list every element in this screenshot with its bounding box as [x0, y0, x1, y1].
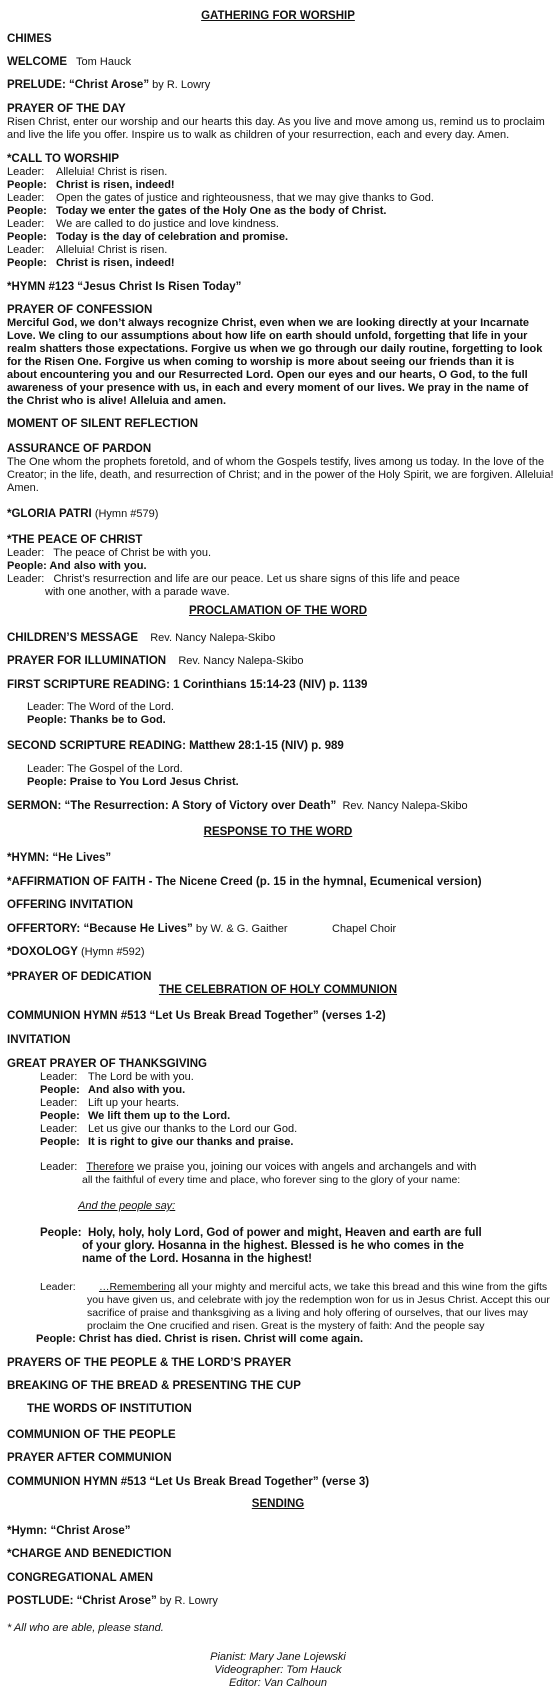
illumination-name: Rev. Nancy Nalepa-Skibo [178, 655, 304, 667]
peace-leader-1-who: Leader: [7, 547, 45, 559]
response-speaker: People: [40, 1084, 80, 1096]
response-text: Christ is risen, indeed! [56, 257, 175, 269]
pardon-heading: ASSURANCE OF PARDON [7, 443, 152, 455]
paragraph-line: about encountering you and our Resurrected Lord. Open our eyes and our hearts, O God, to the full [7, 369, 528, 381]
response-text: Alleluia! Christ is risen. [56, 244, 168, 256]
holy-text-1: Holy, holy, holy Lord, God of power and might, Heaven and earth are full [87, 1227, 482, 1239]
prayers-of-people: PRAYERS OF THE PEOPLE & THE LORD’S PRAYER [7, 1357, 292, 1369]
chimes-heading: CHIMES [7, 33, 52, 45]
response-line [7, 257, 175, 270]
offertory-label: OFFERTORY: “Because He Lives” [7, 923, 193, 935]
response-line [40, 1110, 230, 1123]
childrens-message-label: CHILDREN’S MESSAGE [7, 632, 138, 644]
postlude-line [7, 1595, 218, 1608]
response-speaker: People: [7, 257, 47, 269]
response-text: We are called to do justice and love kindness. [56, 218, 279, 230]
call-to-worship-heading: *CALL TO WORSHIP [7, 153, 120, 165]
response-speaker: Leader: [7, 166, 45, 178]
second-reading-people: People: Praise to You Lord Jesus Christ. [27, 776, 239, 788]
response-text: Alleluia! Christ is risen. [56, 166, 168, 178]
affirmation-of-faith: *AFFIRMATION OF FAITH - The Nicene Creed (p. 15 in the hymnal, Ecumenical version) [7, 876, 482, 888]
remembering-text-1: all your mighty and merciful acts, we take this bread and this wine from the gifts [178, 1281, 548, 1293]
response-speaker: People: [40, 1110, 80, 1122]
first-reading-people: People: Thanks be to God. [27, 714, 166, 726]
peace-leader-2-who: Leader: [7, 573, 45, 585]
stand-note: * All who are able, please stand. [7, 1622, 164, 1634]
holy-text-2: of your glory. Hosanna in the highest. Blessed is he who comes in the [82, 1240, 464, 1252]
paragraph-line: Merciful God, we don’t always recognize Christ, even when we are looking directly at your Incarnate [7, 317, 530, 329]
welcome-line [7, 56, 131, 69]
offering-invitation: OFFERING INVITATION [7, 899, 134, 911]
congregational-amen: CONGREGATIONAL AMEN [7, 1572, 154, 1584]
christ-has-died-line: People: Christ has died. Christ is risen. Christ will come again. [36, 1333, 364, 1345]
therefore-text-1: we praise you, joining our voices with angels and archangels and with [137, 1161, 477, 1173]
charge-and-benediction: *CHARGE AND BENEDICTION [7, 1548, 172, 1560]
words-of-institution: THE WORDS OF INSTITUTION [27, 1403, 192, 1415]
response-line [7, 192, 434, 205]
response-line [40, 1123, 297, 1136]
section-heading-sending: SENDING [251, 1498, 305, 1510]
response-text: The Lord be with you. [88, 1071, 194, 1083]
doxology-hymn-ref: (Hymn #592) [81, 946, 145, 958]
section-heading-gathering: GATHERING FOR WORSHIP [201, 10, 355, 22]
response-text: Today is the day of celebration and promise. [56, 231, 289, 243]
section-heading-response: RESPONSE TO THE WORD [203, 826, 353, 838]
remembering-text-3: sacrifice of praise and thanksgiving as a living and holy offering of ourselves, that our lives may [87, 1307, 529, 1319]
gloria-patri-line [7, 508, 158, 521]
response-line [7, 166, 167, 179]
peace-leader-2-text: Christ’s resurrection and life are our peace. Let us share signs of this life and peace [53, 573, 460, 585]
paragraph-line: the Christ who is alive! Alleluia and amen. [7, 395, 227, 407]
hymn-123-heading: *HYMN #123 “Jesus Christ Is Risen Today” [7, 281, 242, 293]
response-speaker: People: [7, 231, 47, 243]
peace-leader-1 [7, 547, 211, 560]
response-text: Today we enter the gates of the Holy One as the body of Christ. [56, 205, 387, 217]
peace-heading: *THE PEACE OF CHRIST [7, 534, 143, 546]
paragraph-line: Amen. [7, 482, 39, 494]
remembering-word: …Remembering [98, 1281, 176, 1293]
breaking-of-bread: BREAKING OF THE BREAD & PRESENTING THE CUP [7, 1380, 301, 1392]
postlude-label: POSTLUDE: “Christ Arose” [7, 1595, 157, 1607]
paragraph-line: awareness of your presence with us, in each and every moment of our lives. We pray in the name of [7, 382, 529, 394]
first-reading-leader: Leader: The Word of the Lord. [27, 701, 174, 713]
credit-videographer: Videographer: Tom Hauck [214, 1664, 342, 1676]
welcome-name: Tom Hauck [76, 56, 132, 68]
response-speaker: People: [7, 205, 47, 217]
postlude-composer: by R. Lowry [159, 1595, 218, 1607]
second-reading-leader: Leader: The Gospel of the Lord. [27, 763, 183, 775]
childrens-message-name: Rev. Nancy Nalepa-Skibo [150, 632, 276, 644]
gloria-label: *GLORIA PATRI [7, 508, 92, 520]
therefore-word: Therefore [86, 1161, 134, 1173]
section-heading-communion: THE CELEBRATION OF HOLY COMMUNION [158, 984, 398, 996]
remembering-text-4: proclaim the One crucified and risen. Great is the mystery of faith: And the people say [87, 1320, 485, 1332]
hymn-he-lives: *HYMN: “He Lives” [7, 852, 112, 864]
response-line [40, 1084, 185, 1097]
hymn-christ-arose: *Hymn: “Christ Arose” [7, 1525, 131, 1537]
great-prayer-heading: GREAT PRAYER OF THANKSGIVING [7, 1058, 207, 1070]
peace-leader-1-text: The peace of Christ be with you. [53, 547, 212, 559]
communion-hymn-2: COMMUNION HYMN #513 “Let Us Break Bread Together” (verse 3) [7, 1476, 370, 1488]
response-line [7, 244, 167, 257]
therefore-who: Leader: [40, 1161, 78, 1173]
remembering-text-2: you have given us, and celebrate with joy the redemption won for us in Jesus Christ. Accept this our [87, 1294, 550, 1306]
first-reading-heading: FIRST SCRIPTURE READING: 1 Corinthians 15:14-23 (NIV) p. 1139 [7, 679, 368, 691]
doxology-label: *DOXOLOGY [7, 946, 78, 958]
illumination-line [7, 655, 303, 668]
paragraph-line: for the Risen One. Forgive us when coming to worship is more about seeing our friends than it is [7, 356, 515, 368]
therefore-line-1 [40, 1161, 476, 1174]
welcome-label: WELCOME [7, 56, 68, 68]
credit-pianist: Pianist: Mary Jane Lojewski [210, 1651, 346, 1663]
peace-people-1: People: And also with you. [7, 560, 147, 572]
section-heading-proclamation: PROCLAMATION OF THE WORD [188, 605, 368, 617]
response-speaker: Leader: [40, 1123, 78, 1135]
invitation-heading: INVITATION [7, 1034, 71, 1046]
silent-reflection-heading: MOMENT OF SILENT REFLECTION [7, 418, 199, 430]
sermon-preacher: Rev. Nancy Nalepa-Skibo [342, 800, 468, 812]
prayer-of-day-text-2: and live the life you offer. Inspire us to walk as children of your resurrection, each and every day. Amen. [7, 129, 510, 141]
response-line [7, 218, 279, 231]
communion-of-people: COMMUNION OF THE PEOPLE [7, 1429, 176, 1441]
response-line [40, 1071, 194, 1084]
response-text: It is right to give our thanks and praise. [88, 1136, 294, 1148]
prayer-of-day-heading: PRAYER OF THE DAY [7, 103, 126, 115]
credit-editor: Editor: Van Calhoun [228, 1677, 328, 1689]
response-text: Open the gates of justice and righteousness, that we may give thanks to God. [56, 192, 434, 204]
response-line [40, 1097, 179, 1110]
response-text: We lift them up to the Lord. [88, 1110, 231, 1122]
paragraph-line: Love. We cling to our assumptions about how life on earth should unfold, forgetting that life in your [7, 330, 528, 342]
prelude-line [7, 79, 210, 92]
paragraph-line: The One whom the prophets foretold, and of whom the Gospels testify, lives among us today. In the love of the [7, 456, 545, 468]
response-speaker: Leader: [7, 218, 45, 230]
response-text: And also with you. [88, 1084, 186, 1096]
sermon-line [7, 800, 468, 813]
response-speaker: Leader: [7, 192, 45, 204]
offertory-composer: by W. & G. Gaither [195, 923, 288, 935]
confession-heading: PRAYER OF CONFESSION [7, 304, 153, 316]
peace-leader-2 [7, 573, 460, 586]
response-line [7, 179, 175, 192]
paragraph-line: Creator; in the life, death, and resurrection of Christ; and in the power of the Holy Spirit, we are forgiven. Alleluia! [7, 469, 554, 481]
holy-who: People: [40, 1227, 82, 1239]
holy-line-1 [40, 1227, 482, 1240]
response-speaker: Leader: [40, 1097, 78, 1109]
remembering-line-1 [40, 1281, 547, 1294]
remembering-who: Leader: [40, 1281, 76, 1293]
response-speaker: Leader: [7, 244, 45, 256]
paragraph-line: realm shatters those expectations. Forgive us when we go through our daily routine, forgetting to look [7, 343, 543, 355]
childrens-message-line [7, 632, 275, 645]
second-reading-heading: SECOND SCRIPTURE READING: Matthew 28:1-15 (NIV) p. 989 [7, 740, 344, 752]
response-line [7, 205, 386, 218]
prelude-composer: by R. Lowry [152, 79, 211, 91]
response-line [40, 1136, 293, 1149]
response-text: Christ is risen, indeed! [56, 179, 175, 191]
gloria-hymn-ref: (Hymn #579) [94, 508, 159, 520]
peace-leader-2-cont: with one another, with a parade wave. [45, 586, 230, 598]
response-text: Lift up your hearts. [88, 1097, 180, 1109]
response-speaker: People: [7, 179, 47, 191]
response-speaker: People: [40, 1136, 80, 1148]
response-speaker: Leader: [40, 1071, 78, 1083]
doxology-line [7, 946, 145, 959]
sermon-label: SERMON: “The Resurrection: A Story of Victory over Death” [7, 800, 337, 812]
prelude-label: PRELUDE: “Christ Arose” [7, 79, 150, 91]
prayer-of-day-text-1: Risen Christ, enter our worship and our hearts this day. As you live and move among us, remind us to proclaim [7, 116, 545, 128]
response-line [7, 231, 288, 244]
offertory-line [7, 923, 288, 936]
therefore-text-2: all the faithful of every time and place, who forever sing to the glory of your name: [82, 1174, 461, 1186]
communion-hymn-1: COMMUNION HYMN #513 “Let Us Break Bread Together” (verses 1-2) [7, 1010, 386, 1022]
illumination-label: PRAYER FOR ILLUMINATION [7, 655, 167, 667]
prayer-after-communion: PRAYER AFTER COMMUNION [7, 1452, 172, 1464]
prayer-of-dedication: *PRAYER OF DEDICATION [7, 971, 152, 983]
holy-text-3: name of the Lord. Hosanna in the highest! [82, 1253, 313, 1265]
people-say-line: And the people say: [78, 1200, 176, 1212]
offertory-choir: Chapel Choir [332, 923, 397, 935]
response-text: Let us give our thanks to the Lord our God. [88, 1123, 298, 1135]
